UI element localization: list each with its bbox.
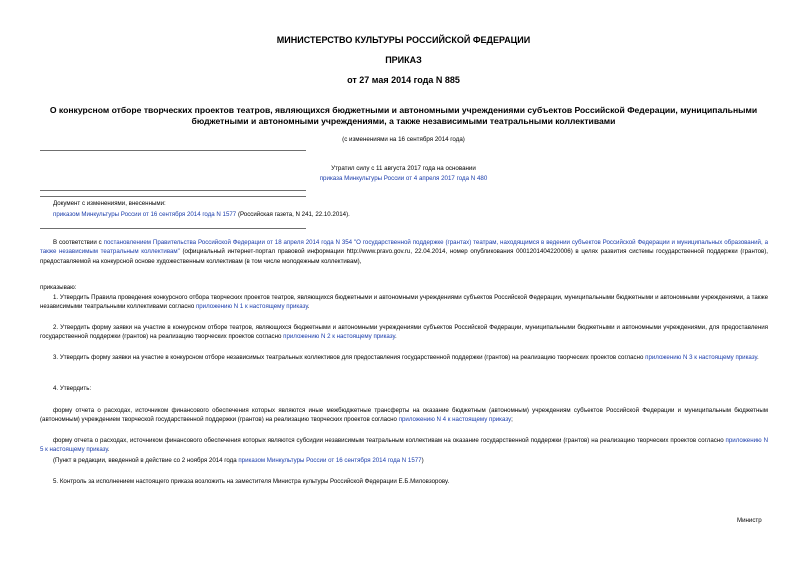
item-1-paragraph (40, 293, 768, 312)
note-end: ) (421, 457, 424, 464)
repeal-order-link[interactable]: приказа Минкультуры России от 4 апреля 2017 года N 480 (319, 175, 488, 182)
item-1-text: 1. Утвердить Правила проведения конкурсного отбора творческих проектов театров, являющихся бюджетными и автономными учреждениями субъектов Российской Федерации, муниципальными бюджетными и автономными учреждениями, а также независимыми театральными коллективами согласно (40, 294, 768, 311)
signature-title: Министр (737, 517, 762, 524)
item-5-paragraph: 5. Контроль за исполнением настоящего приказа возложить на заместителя Министра культуры Российской Федерации Е.Б.Миловзорову. (53, 478, 450, 485)
item-4a-end: ; (511, 416, 513, 424)
item-4b-end: . (107, 446, 110, 454)
document-title: О конкурсном отборе творческих проектов театров, являющихся бюджетными и автономными учреждениями субъектов Российской Федерации, муниципальными бюджетными и автономными учреждениями, а также независимыми театральными коллективами (49, 105, 758, 126)
item-1-end: . (307, 303, 310, 311)
separator-rule (40, 190, 306, 191)
appendix-5-link[interactable]: приложению N 5 к настоящему приказу (40, 437, 768, 454)
item-3-text: 3. Утвердить форму заявки на участие в конкурсном отборе независимых театральных коллективов для предоставления государственной поддержки (грантов) на реализацию творческих проектов согласно (53, 354, 646, 361)
amendments-label: Документ с изменениями, внесенными: (53, 200, 166, 207)
separator-rule (40, 150, 306, 151)
revision-note: (с изменениями на 16 сентября 2014 года) (342, 136, 465, 143)
ministry-heading: МИНИСТЕРСТВО КУЛЬТУРЫ РОССИЙСКОЙ ФЕДЕРАЦИИ (276, 35, 531, 45)
item-4-heading: 4. Утвердить: (53, 385, 92, 392)
item-2-paragraph (40, 323, 768, 342)
amendments-line (53, 210, 350, 219)
item-4b-paragraph (40, 436, 768, 455)
date-number-heading: от 27 мая 2014 года N 885 (347, 75, 460, 85)
appendix-2-link[interactable]: приложению N 2 к настоящему приказу (283, 333, 395, 341)
doc-type-heading: ПРИКАЗ (385, 55, 422, 65)
appendix-1-link[interactable]: приложению N 1 к настоящему приказу (195, 303, 308, 311)
appendix-3-link[interactable]: приложению N 3 к настоящему приказу (645, 354, 757, 361)
item-4a-text: форму отчета о расходах, источником финансового обеспечения которых являются иные межбюджетные трансферты на оказание бюджетным (автономным) учреждениям субъектов Российской Федерации и муниципальным бюджетным (автономным) учреждением творческой государственной поддержки (грантов) на реализацию творческих проектов согласно (40, 407, 768, 424)
repeal-note: Утратил силу с 11 августа 2017 года на основании (331, 165, 476, 172)
separator-rule (40, 196, 306, 197)
item-2-text: 2. Утвердить форму заявки на участие в конкурсном отборе театров, являющихся бюджетными и автономными учреждениями субъектов Российской Федерации, муниципальными бюджетными и автономными учреждениями, для предоставления государственной поддержки (грантов) на реализацию творческих проектов согласно (40, 324, 768, 341)
item-4b-text: форму отчета о расходах, источником финансового обеспечения которых являются субсидии независимым театральным коллективам на оказание государственной поддержки (грантов) на реализацию творческих проектов согласно (53, 437, 726, 444)
item-3-end: . (756, 354, 759, 361)
item-2-end: . (394, 333, 397, 341)
government-decree-link[interactable]: постановлением Правительства Российской Федерации от 18 апреля 2014 года N 354 "О государственной поддержке (грантах) театрам, находящимся в ведении субъектов Российской Федерации и муниципальных образований, а также независимым театральным коллективам" (40, 239, 768, 256)
amendment-order-link[interactable]: приказом Минкультуры России от 16 сентября 2014 года N 1577 (53, 211, 237, 218)
note-order-link[interactable]: приказом Минкультуры России от 16 сентября 2014 года N 1577 (238, 457, 422, 464)
preamble-end: (официальный интернет-портал правовой информации http://www.pravo.gov.ru, 22.04.2014, номер опубликования 0001201404220006) в целях развития системы государственной поддержки (грантов), предоставляемой на конкурсной основе художественным коллективам (в том числе молодежным коллективам), (40, 248, 769, 265)
item-4a-paragraph (40, 406, 768, 425)
order-word: приказываю: (40, 284, 77, 291)
note-start: (Пункт в редакции, введенной в действие со 2 ноября 2014 года (53, 457, 239, 464)
item-3-paragraph (40, 353, 768, 362)
item-4b-note (53, 456, 424, 465)
preamble-start: В соответствии с (53, 239, 104, 246)
appendix-4-link[interactable]: приложению N 4 к настоящему приказу (398, 416, 512, 424)
preamble-paragraph (40, 238, 768, 266)
separator-rule (40, 228, 306, 229)
amendment-source: (Российская газета, N 241, 22.10.2014). (236, 211, 350, 218)
